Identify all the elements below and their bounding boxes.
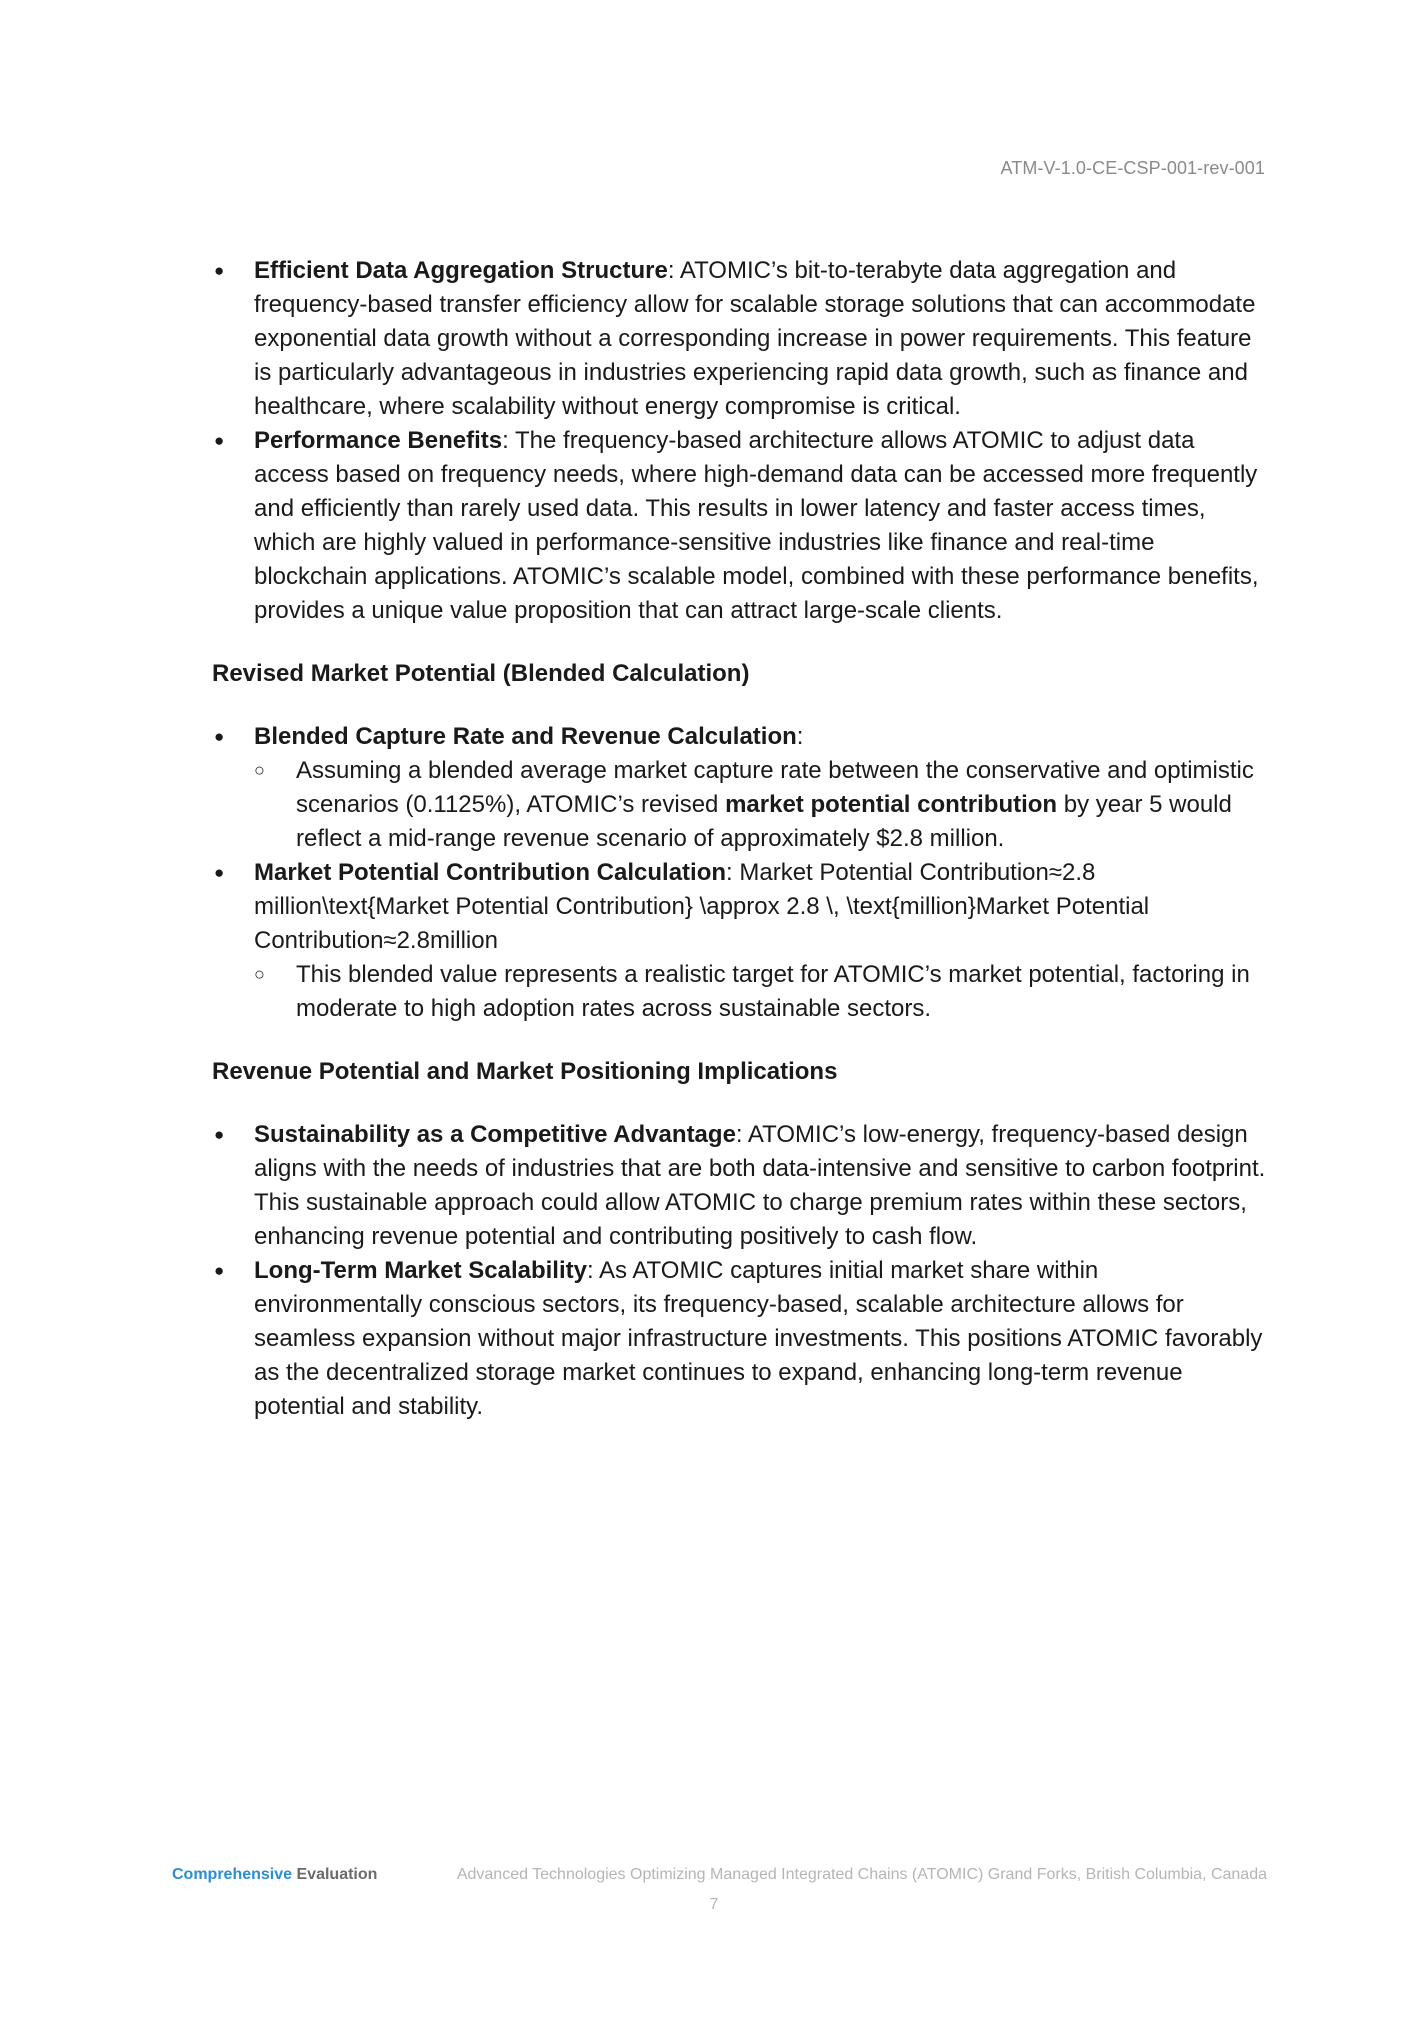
document-body (212, 254, 1272, 1424)
list-item-text: : Market Potential Contribution≈2.8 million\text{Market Potential Contribution} \approx 2.8 \, \text{million}Market Potential Contribution≈2.8million (254, 859, 1150, 954)
list-item-term: Long-Term Market Scalability (254, 1257, 587, 1284)
section-heading: Revised Market Potential (Blended Calculation) (212, 660, 750, 687)
footer-brand-primary: Comprehensive (172, 1866, 293, 1883)
list-item (212, 1254, 1272, 1424)
sub-item-text: Assuming a blended average market capture rate between the conservative and optimistic scenarios (0.1125%), ATOMIC’s revised (296, 757, 1254, 818)
list-item-term: Efficient Data Aggregation Structure (254, 257, 668, 284)
document-id: ATM-V-1.0-CE-CSP-001-rev-001 (1000, 158, 1265, 178)
list-item-text: : As ATOMIC captures initial market share within environmentally conscious sectors, its frequency-based, scalable architecture allows for seamless expansion without major infrastructure investments. This positions ATOMIC favorably as the decentralized storage market continues to expand, enhancing long-term revenue potential and stability. (254, 1257, 1263, 1420)
sub-item-text: by year 5 would reflect a mid-range revenue scenario of approximately $2.8 million. (296, 791, 1232, 852)
list-item-term: Sustainability as a Competitive Advantage (254, 1121, 736, 1148)
sub-list-item (212, 958, 1272, 1026)
footer-brand (172, 1866, 377, 1884)
list-item (212, 1118, 1272, 1254)
footer-organization: Advanced Technologies Optimizing Managed Integrated Chains (ATOMIC) Grand Forks, British Columbia, Canada (456, 1866, 1267, 1883)
list-item-text: : ATOMIC’s bit-to-terabyte data aggregation and frequency-based transfer efficiency allow for scalable storage solutions that can accommodate exponential data growth without a corresponding increase in power requirements. This feature is particularly advantageous in industries experiencing rapid data growth, such as finance and healthcare, where scalability without energy compromise is critical. (254, 257, 1256, 420)
sub-item-bold: market potential contribution (725, 791, 1058, 818)
list-item-text: : ATOMIC’s low-energy, frequency-based design aligns with the needs of industries that are both data-intensive and sensitive to carbon footprint. This sustainable approach could allow ATOMIC to charge premium rates within these sectors, enhancing revenue potential and contributing positively to cash flow. (254, 1121, 1266, 1250)
list-item (212, 856, 1272, 1026)
list-item (212, 720, 1272, 856)
list-item-term: Performance Benefits (254, 427, 503, 454)
list-item (212, 254, 1272, 424)
list-item-term: Blended Capture Rate and Revenue Calculation (254, 723, 797, 750)
list-item (212, 424, 1272, 628)
bullet-list-section1 (212, 254, 1272, 628)
list-item-text: : The frequency-based architecture allows ATOMIC to adjust data access based on frequency needs, where high-demand data can be accessed more frequently and efficiently than rarely used data. This results in lower latency and faster access times, which are highly valued in performance-sensitive industries like finance and real-time blockchain applications. ATOMIC’s scalable model, combined with these performance benefits, provides a unique value proposition that can attract large-scale clients. (254, 427, 1259, 624)
list-item-text: : (796, 723, 804, 750)
sub-item-text: This blended value represents a realistic target for ATOMIC’s market potential, factoring in moderate to high adoption rates across sustainable sectors. (296, 961, 1250, 1022)
sub-list (254, 754, 1272, 856)
section-heading: Revenue Potential and Market Positioning Implications (212, 1058, 838, 1085)
page-number: 7 (709, 1896, 719, 1913)
bullet-list-section3 (212, 1118, 1272, 1424)
list-item-term: Market Potential Contribution Calculation (254, 859, 727, 886)
bullet-list-section2 (212, 720, 1272, 1026)
sub-list-item (212, 754, 1272, 856)
footer-brand-secondary: Evaluation (296, 1866, 378, 1883)
sub-list (254, 958, 1272, 1026)
